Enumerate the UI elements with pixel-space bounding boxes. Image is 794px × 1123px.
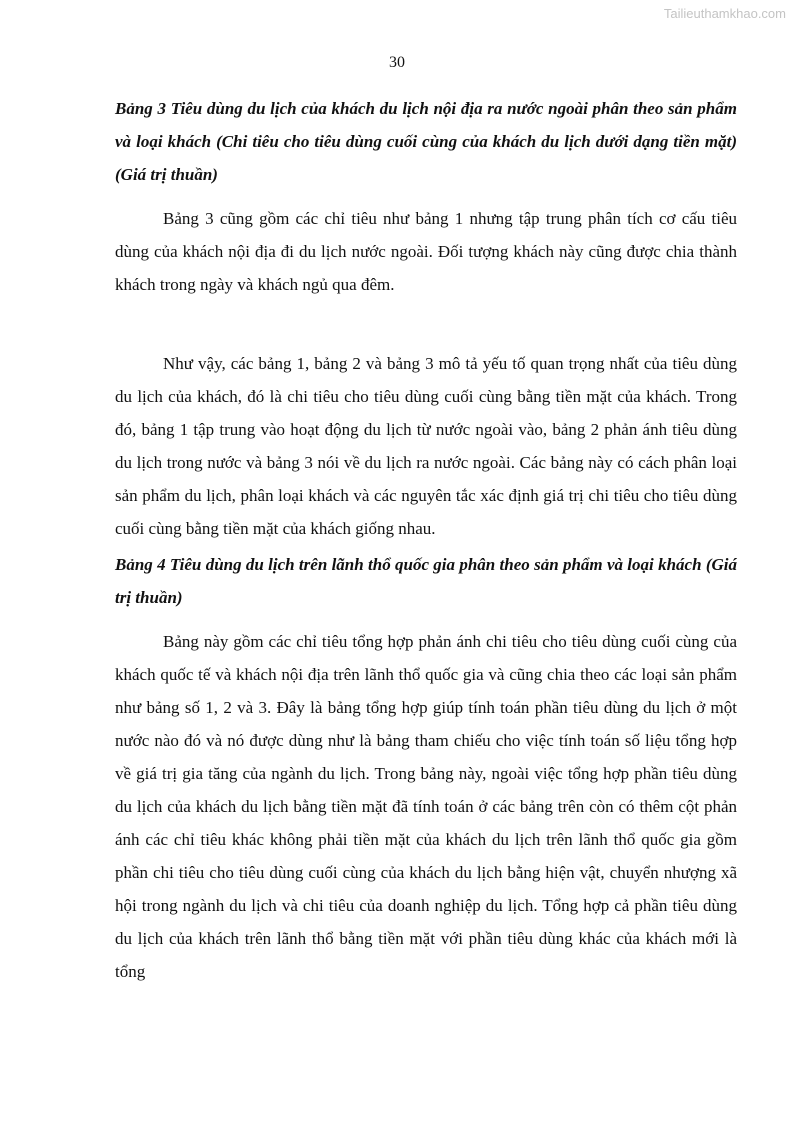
table3-paragraph: Bảng 3 cũng gồm các chỉ tiêu như bảng 1 nhưng tập trung phân tích cơ cấu tiêu dùng của khách nội địa đi du lịch nước ngoài. Đối tượng khách này cũng được chia thành khách trong ngày và khách ngủ qua đêm. <box>115 209 737 294</box>
table4-paragraph: Bảng này gồm các chỉ tiêu tổng hợp phản ánh chi tiêu cho tiêu dùng cuối cùng của khách quốc tế và khách nội địa trên lãnh thổ quốc gia và cũng chia theo các loại sản phẩm như bảng số 1, 2 và 3. Đây là bảng tổng hợp giúp tính toán phần tiêu dùng du lịch ở một nước nào đó và nó được dùng như là bảng tham chiếu cho việc tính toán số liệu tổng hợp về giá trị gia tăng của ngành du lịch. Trong bảng này, ngoài việc tổng hợp phần tiêu dùng du lịch của khách du lịch bằng tiền mặt đã tính toán ở các bảng trên còn có thêm cột phản ánh các chỉ tiêu khác không phải tiền mặt của khách du lịch trên lãnh thổ quốc gia gồm phần chi tiêu cho tiêu dùng cuối cùng của khách du lịch bằng hiện vật, chuyển nhượng xã hội trong ngành du lịch và chi tiêu của doanh nghiệp du lịch. Tổng hợp cả phần tiêu dùng du lịch của khách trên lãnh thổ bằng tiền mặt với phần tiêu dùng khác của khách mới là tổng <box>115 632 737 981</box>
table4-heading: Bảng 4 Tiêu dùng du lịch trên lãnh thổ quốc gia phân theo sản phẩm và loại khách (Giá trị thuần) <box>115 555 737 607</box>
summary-paragraph: Như vậy, các bảng 1, bảng 2 và bảng 3 mô tả yếu tố quan trọng nhất của tiêu dùng du lịch của khách, đó là chi tiêu cho tiêu dùng cuối cùng bằng tiền mặt của khách. Trong đó, bảng 1 tập trung vào hoạt động du lịch từ nước ngoài vào, bảng 2 phản ánh tiêu dùng du lịch trong nước và bảng 3 nói về du lịch ra nước ngoài. Các bảng này có cách phân loại sản phẩm du lịch, phân loại khách và các nguyên tắc xác định giá trị chi tiêu cho tiêu dùng cuối cùng bằng tiền mặt của khách giống nhau. <box>115 354 737 538</box>
document-body <box>115 92 737 988</box>
table3-heading: Bảng 3 Tiêu dùng du lịch của khách du lịch nội địa ra nước ngoài phân theo sản phẩm và loại khách (Chi tiêu cho tiêu dùng cuối cùng của khách du lịch dưới dạng tiền mặt)(Giá trị thuần) <box>115 99 737 184</box>
watermark: Tailieuthamkhao.com <box>663 6 786 21</box>
page-number: 30 <box>389 54 405 71</box>
